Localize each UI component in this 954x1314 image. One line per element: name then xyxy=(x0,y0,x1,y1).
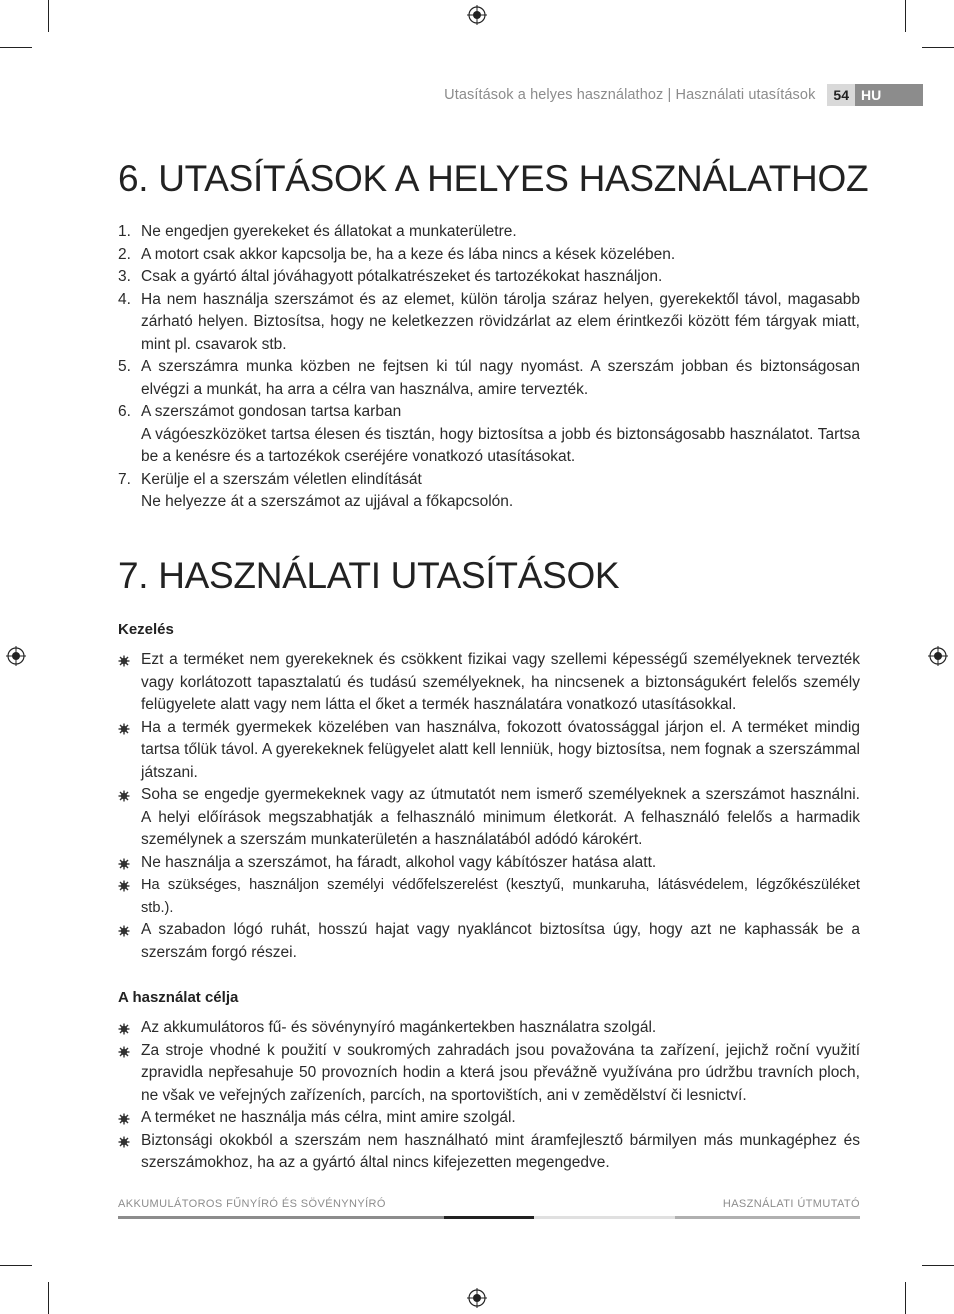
item-subtext: Ne helyezze át a szerszámot az ujjával a főkapcsolón. xyxy=(141,493,514,510)
item-text: Za stroje vhodné k použití v soukromých zahradách jsou považována ta zařízení, jejichž roční využití zpravidla nepřesahuje 50 provozních hodin a která jsou převážně využívána pro údržbu travních ploch, ne však ve veřejných zařízeních, parcích, na sportovištích, ani v zemědělství či lesnictví. xyxy=(141,1041,860,1104)
section-6-list xyxy=(118,221,860,514)
page-footer xyxy=(118,1198,860,1210)
cel-list-container xyxy=(118,1017,860,1175)
kezeles-list xyxy=(118,649,860,964)
section-6-title: 6. UTASÍTÁSOK A HELYES HASZNÁLATHOZ xyxy=(118,158,869,199)
bullet-icon xyxy=(118,1046,130,1058)
list-item xyxy=(118,289,860,357)
list-item xyxy=(118,1130,860,1175)
list-item xyxy=(118,919,860,964)
registration-mark-icon xyxy=(6,646,26,666)
footer-left: AKKUMULÁTOROS FŰNYÍRÓ ÉS SÖVÉNYNYÍRÓ xyxy=(118,1198,386,1210)
footer-bar-segment xyxy=(118,1216,444,1219)
item-text: Az akkumulátoros fű- és sövénynyíró magánkertekben használatra szolgál. xyxy=(141,1019,657,1036)
item-text: Csak a gyártó által jóváhagyott pótalkatrészeket és tartozékokat használjon. xyxy=(141,268,663,285)
breadcrumb: Utasítások a helyes használathoz | Használati utasítások xyxy=(444,87,816,103)
item-number: 7. xyxy=(118,470,131,488)
bullet-icon xyxy=(118,655,130,667)
list-item xyxy=(118,874,860,919)
item-number: 5. xyxy=(118,358,131,375)
item-text: Ne engedjen gyerekeket és állatokat a munkaterületre. xyxy=(141,223,517,240)
item-number: 1. xyxy=(118,223,131,240)
list-item xyxy=(118,469,860,514)
bullet-icon xyxy=(118,1113,130,1125)
item-text: A szabadon lógó ruhát, hosszú hajat vagy nyakláncot biztosítsa úgy, hogy azt ne kaphassák be a szerszám forgó részei. xyxy=(141,921,860,961)
cel-heading: A használat célja xyxy=(118,989,239,1006)
section-6-list-container xyxy=(118,221,860,514)
list-item xyxy=(118,266,860,289)
list-item xyxy=(118,401,860,469)
bullet-icon xyxy=(118,925,130,937)
bullet-icon xyxy=(118,1023,130,1035)
page-marker xyxy=(827,84,923,106)
footer-right: HASZNÁLATI ÚTMUTATÓ xyxy=(722,1198,860,1210)
page-header xyxy=(118,84,923,106)
kezeles-list-container xyxy=(118,649,860,964)
registration-mark-icon xyxy=(928,646,948,666)
footer-bar-segment xyxy=(534,1216,675,1219)
list-item xyxy=(118,649,860,717)
bullet-icon xyxy=(118,723,130,735)
section-7-title: 7. HASZNÁLATI UTASÍTÁSOK xyxy=(118,555,620,596)
item-number: 6. xyxy=(118,403,131,420)
item-text: A szerszámra munka közben ne fejtsen ki túl nagy nyomást. A szerszám jobban és biztonságosan elvégzi a munkát, ha arra a célra van használva, amire tervezték. xyxy=(141,358,860,398)
item-text: Ha nem használja szerszámot és az elemet, külön tárolja száraz helyen, gyerekektől távol, magasabb zárható helyen. Biztosítsa, hogy ne keletkezzen rövidzárlat az elem érintkezői között fém tárgyak miatt, mint pl. csavarok stb. xyxy=(141,290,860,353)
section-6 xyxy=(118,157,869,201)
bullet-icon xyxy=(118,858,130,870)
item-number: 3. xyxy=(118,268,131,285)
list-item xyxy=(118,784,860,852)
list-item xyxy=(118,1017,860,1040)
list-item xyxy=(118,1107,860,1130)
list-item xyxy=(118,1040,860,1108)
item-subtext: A vágóeszközöket tartsa élesen és tisztán, hogy biztosítsa a jobb és biztonságosabb használatot. Tartsa be a kenésre és a tartozékok cseréjére vonatkozó utasításokat. xyxy=(141,425,860,465)
item-text: A motort csak akkor kapcsolja be, ha a keze és lába nincs a kések közelében. xyxy=(141,245,676,263)
item-text: A terméket ne használja más célra, mint amire szolgál. xyxy=(141,1109,516,1126)
bullet-icon xyxy=(118,1136,130,1148)
crop-mark xyxy=(48,1282,49,1314)
list-item xyxy=(118,221,860,244)
crop-mark xyxy=(922,1265,954,1266)
item-text: Kerülje el a szerszám véletlen elindítását xyxy=(141,470,422,488)
list-item xyxy=(118,356,860,401)
item-text: Ne használja a szerszámot, ha fáradt, alkohol vagy kábítószer hatása alatt. xyxy=(141,853,657,871)
item-number: 4. xyxy=(118,290,131,308)
item-text: Ha a termék gyermekek közelében van használva, fokozott óvatossággal járjon el. A terméket mindig tartsa tőlük távol. A gyerekeknek felügyelet alatt kell lenniük, hogy biztosítsa, nem fognak a szerszámmal játszani. xyxy=(141,718,860,781)
page-number: 54 xyxy=(827,84,855,106)
kezeles-block xyxy=(118,620,860,640)
footer-bar-segment xyxy=(675,1216,860,1219)
bullet-icon xyxy=(118,880,130,892)
kezeles-heading: Kezelés xyxy=(118,621,174,638)
list-item xyxy=(118,852,860,875)
item-text: Ezt a terméket nem gyerekeknek és csökkent fizikai vagy szellemi képességű személyeknek tervezték vagy korlátozott tapasztalatú és tudású személyeknek, ha nincsenek a biztonságukért felelős személy felügyelete alatt vagy nem látta el őket a termék használatára vonatkozó utasításokkal. xyxy=(141,651,860,713)
crop-mark xyxy=(905,1282,906,1314)
bullet-icon xyxy=(118,790,130,802)
crop-mark xyxy=(922,47,954,48)
crop-mark xyxy=(0,47,32,48)
list-item xyxy=(118,717,860,785)
language-badge: HU xyxy=(855,84,923,106)
footer-bar-segment xyxy=(444,1216,534,1219)
registration-mark-icon xyxy=(467,5,487,25)
item-text: A szerszámot gondosan tartsa karban xyxy=(141,403,402,420)
crop-mark xyxy=(48,0,49,32)
item-text: Ha szükséges, használjon személyi védőfelszerelést (kesztyű, munkaruha, látásvédelem, légzőkészüléket stb.). xyxy=(141,877,860,916)
crop-mark xyxy=(905,0,906,32)
crop-mark xyxy=(0,1265,32,1266)
item-text: Biztonsági okokból a szerszám nem használható mint áramfejlesztő bármilyen más munkagéphez és szerszámokhoz, ha az a gyártó által nincs kifejezetten megengedve. xyxy=(141,1131,860,1171)
section-7 xyxy=(118,554,860,598)
cel-list xyxy=(118,1017,860,1175)
item-text: Soha se engedje gyermekeknek vagy az útmutatót nem ismerő személyeknek a szerszámot használni. A helyi előírások megszabhatják a felhasználó minimum életkorát. A felhasználó felelős a harmadik személynek a szerszám munkaterületén a használatából adódó károkért. xyxy=(141,786,860,848)
list-item xyxy=(118,244,860,267)
cel-block xyxy=(118,988,860,1008)
registration-mark-icon xyxy=(467,1288,487,1308)
item-number: 2. xyxy=(118,245,131,263)
